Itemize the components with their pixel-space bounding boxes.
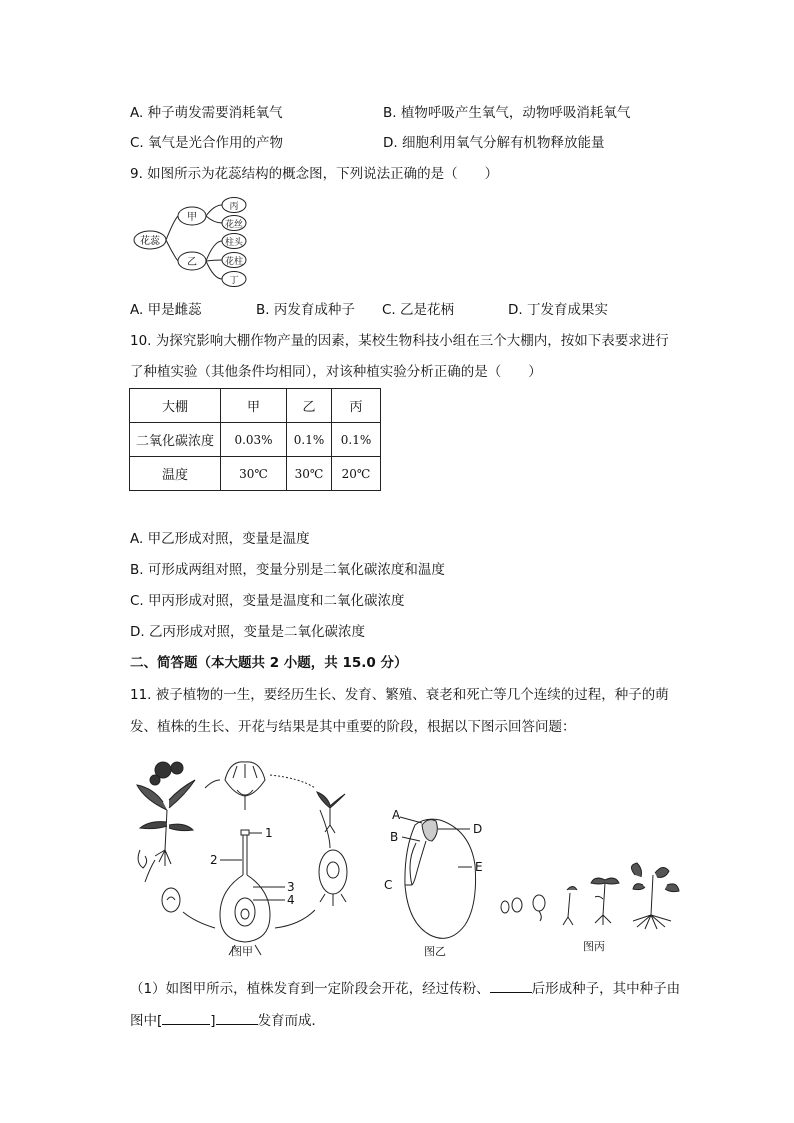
cycle-arrow <box>183 912 215 928</box>
table-cell: 30℃ <box>221 457 287 491</box>
q10-option-c: C. 甲丙形成对照，变量是温度和二氧化碳浓度 <box>130 593 405 609</box>
table-cell: 0.1% <box>332 423 381 457</box>
seed-stage-5-icon <box>591 878 619 925</box>
q9-option-b: B. 丙发育成种子 <box>256 302 355 318</box>
seed-stage-6-icon <box>631 863 679 929</box>
diagram-l1-label: 丙 <box>229 202 239 212</box>
fig-yi-label-b: B <box>390 830 399 844</box>
table-cell: 甲 <box>221 389 287 423</box>
diagram-connector <box>206 260 222 261</box>
q11-sub1-line1 <box>130 980 680 998</box>
fig-yi-label-c: C <box>384 878 393 892</box>
flower-section-icon <box>225 762 265 810</box>
table-cell: 二氧化碳浓度 <box>130 423 221 457</box>
table-cell: 0.1% <box>287 423 332 457</box>
diagram-connector <box>206 241 222 261</box>
diagram-root-label: 花蕊 <box>140 236 160 247</box>
diagram-connector <box>206 205 222 216</box>
fig-jia-label-3: 3 <box>287 880 295 894</box>
seed-stage-3-icon <box>533 895 545 921</box>
q11-sub1-text-c: 图中[ <box>130 1013 163 1029</box>
q9-stem: 9. 如图所示为花蕊结构的概念图，下列说法正确的是（ ） <box>130 166 499 182</box>
section-title: 二、简答题（本大题共 2 小题，共 15.0 分） <box>130 655 408 671</box>
q11-stem-line2: 发、植株的生长、开花与结果是其中重要的阶段，根据以下图示回答问题： <box>130 719 576 735</box>
figure-yi-bean-seed <box>380 805 490 965</box>
fig-yi-caption: 图乙 <box>424 945 446 958</box>
table-cell: 30℃ <box>287 457 332 491</box>
figure-bing-germination <box>495 855 700 965</box>
q10-option-d: D. 乙丙形成对照，变量是二氧化碳浓度 <box>130 624 365 640</box>
fig-jia-caption: 图甲 <box>231 945 253 958</box>
fig-yi-label-d: D <box>473 822 483 836</box>
fig-yi-label-a: A <box>392 808 401 822</box>
table-cell: 0.03% <box>221 423 287 457</box>
diagram-connector <box>206 261 222 279</box>
cycle-arrow <box>320 810 330 848</box>
q11-sub1-text-e: 发育而成． <box>257 1013 326 1029</box>
diagram-connector <box>166 216 178 240</box>
q11-sub1-line2 <box>130 1012 325 1030</box>
diagram-connector <box>166 240 178 261</box>
flowering-plant-icon <box>137 762 195 866</box>
q11-sub1-text-b: 后形成种子，其中种子由 <box>531 981 681 997</box>
table-cell: 温度 <box>130 457 221 491</box>
q8-option-a: A. 种子萌发需要消耗氧气 <box>130 105 283 121</box>
diagram-l4-label: 花柱 <box>224 257 244 267</box>
table-cell: 大棚 <box>130 389 221 423</box>
diagram-n2-label: 乙 <box>187 257 197 268</box>
table-row <box>130 389 381 423</box>
q10-stem-line1: 10. 为探究影响大棚作物产量的因素，某校生物科技小组在三个大棚内，按如下表要求进行 <box>130 333 669 349</box>
cycle-arrow <box>275 910 315 928</box>
seed-stage-2-icon <box>512 898 522 912</box>
fig-yi-label-e: E <box>475 860 483 874</box>
q9-option-c: C. 乙是花柄 <box>382 302 455 318</box>
diagram-connector <box>206 216 222 223</box>
diagram-l5-label: 丁 <box>229 276 239 286</box>
diagram-l2-label: 花丝 <box>224 220 244 230</box>
figure-jia-life-cycle <box>125 750 370 965</box>
germinating-seed-icon <box>138 850 147 868</box>
q10-option-b: B. 可形成两组对照，变量分别是二氧化碳浓度和温度 <box>130 562 445 578</box>
answer-blank-3[interactable] <box>216 1024 258 1025</box>
table-row <box>130 457 381 491</box>
seed-coat <box>405 819 476 938</box>
pollen-path <box>270 775 315 788</box>
cycle-arrow <box>205 780 220 788</box>
seed-stage-1-icon <box>501 901 509 913</box>
pistil-icon <box>220 830 270 955</box>
diagram-l3-label: 柱头 <box>224 238 244 248</box>
q8-option-c: C. 氧气是光合作用的产物 <box>130 135 284 151</box>
seed-icon <box>162 888 180 912</box>
table-cell: 20℃ <box>332 457 381 491</box>
q11-stem-line1: 11. 被子植物的一生，要经历生长、发育、繁殖、衰老和死亡等几个连续的过程，种子的萌 <box>130 687 669 703</box>
q11-sub1-text-a: （1）如图甲所示，植株发育到一定阶段会开花，经过传粉、 <box>130 981 490 997</box>
table-cell: 丙 <box>332 389 381 423</box>
ovary-fruit-icon <box>319 850 347 906</box>
diagram-n1-label: 甲 <box>187 212 197 223</box>
fig-jia-label-4: 4 <box>287 893 295 907</box>
q10-stem-line2: 了种植实验（其他条件均相同），对该种植实验分析正确的是（ ） <box>130 364 542 380</box>
fig-jia-label-1: 1 <box>265 826 273 840</box>
q10-option-a: A. 甲乙形成对照，变量是温度 <box>130 531 310 547</box>
table-cell: 乙 <box>287 389 332 423</box>
q11-sub1-text-d: ] <box>210 1013 216 1029</box>
q8-option-d: D. 细胞利用氧气分解有机物释放能量 <box>383 135 605 151</box>
answer-blank-1[interactable] <box>490 992 532 993</box>
q8-option-b: B. 植物呼吸产生氧气，动物呼吸消耗氧气 <box>383 105 631 121</box>
q9-option-d: D. 丁发育成果实 <box>508 302 608 318</box>
plumule <box>422 820 437 841</box>
fig-bing-caption: 图丙 <box>583 940 605 953</box>
table-row <box>130 423 381 457</box>
answer-blank-2[interactable] <box>162 1024 210 1025</box>
seed-stage-4-icon <box>563 887 577 926</box>
fig-jia-label-2: 2 <box>210 853 218 867</box>
q9-option-a: A. 甲是雌蕊 <box>130 302 202 318</box>
stamen-concept-diagram <box>128 190 288 290</box>
experiment-table <box>129 388 381 491</box>
